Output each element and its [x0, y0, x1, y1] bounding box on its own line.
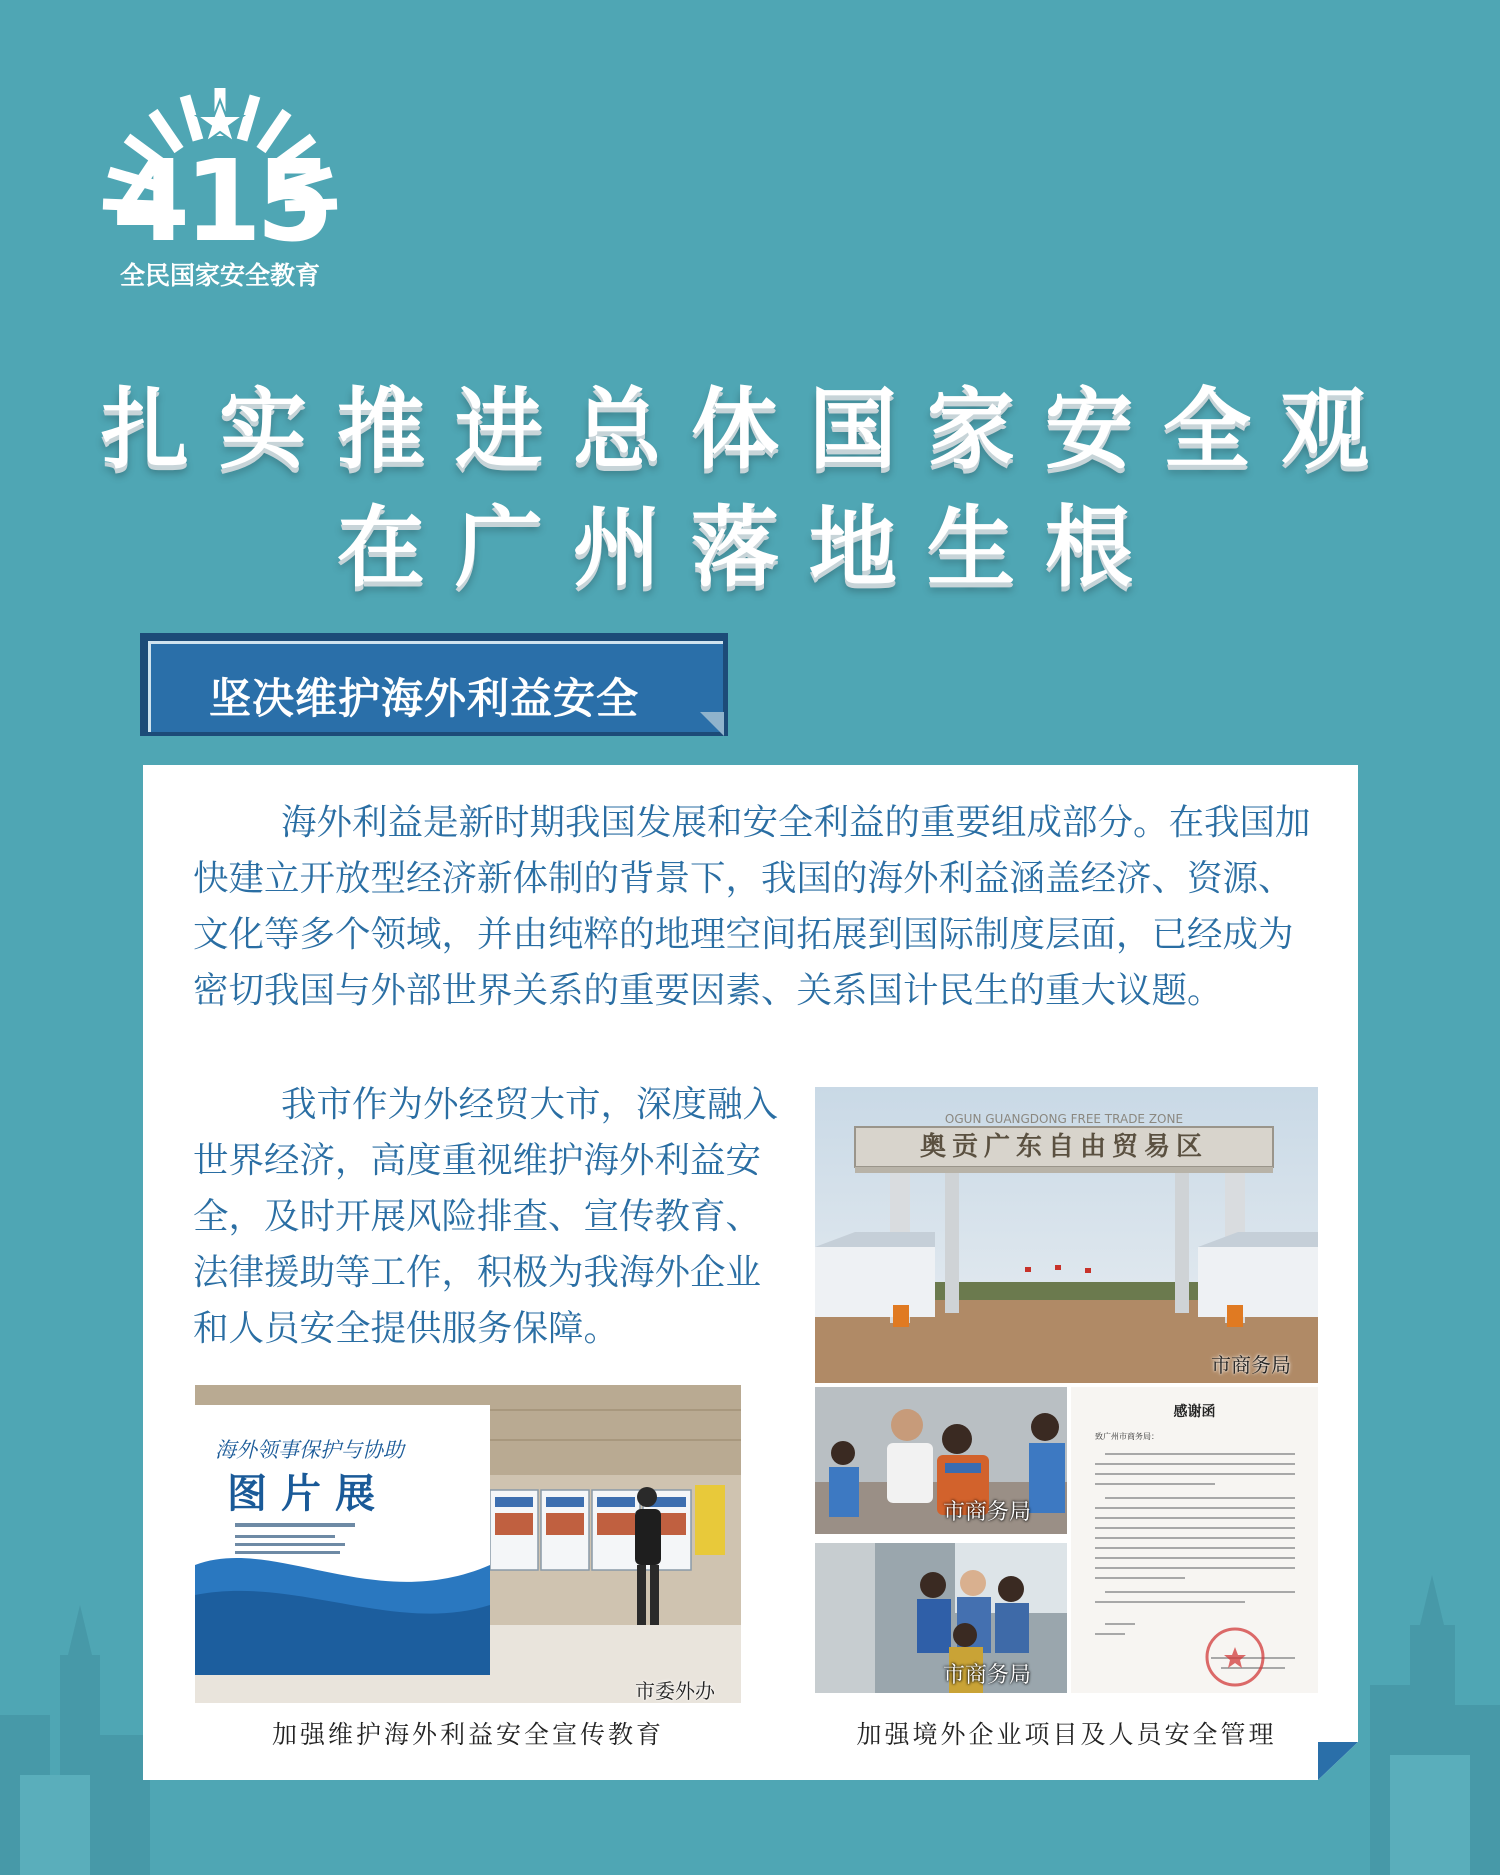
letter-text-line — [1095, 1507, 1295, 1509]
letter-text-line — [1105, 1497, 1295, 1499]
card-corner-fold — [1318, 1742, 1358, 1782]
consular-exhibition-photo — [195, 1385, 741, 1703]
page-title-line2: 在广州落地生根 — [336, 496, 1163, 599]
logo-number: 415 — [112, 137, 328, 267]
gate-photo-credit: 市商务局 — [1211, 1353, 1291, 1377]
section-banner — [140, 633, 730, 738]
banner-corner-fold — [700, 712, 730, 738]
workers-group-photo — [815, 1543, 1067, 1693]
letter-title: 感谢函 — [1173, 1404, 1216, 1420]
letter-text-line — [1105, 1591, 1295, 1593]
content-card — [143, 765, 1358, 1780]
caption-right: 加强境外企业项目及人员安全管理 — [856, 1720, 1277, 1749]
page-title-line1: 扎实推进总体国家安全观 — [100, 378, 1399, 481]
logo-subtitle: 全民国家安全教育 — [119, 261, 320, 290]
section-heading: 坚决维护海外利益安全 — [209, 674, 640, 723]
gate-english-sign: OGUN GUANGDONG FREE TRADE ZONE — [944, 1112, 1184, 1126]
letter-text-line — [1095, 1557, 1295, 1559]
letter-text-line — [1095, 1483, 1215, 1485]
letter-text-line — [1105, 1453, 1295, 1455]
letter-text-line — [1095, 1601, 1245, 1603]
letter-text-line — [1095, 1567, 1295, 1569]
exhibition-board-title: 海外领事保护与协助 — [215, 1438, 404, 1462]
letter-text-line — [1095, 1463, 1295, 1465]
letter-text-line — [1095, 1577, 1185, 1579]
red-seal-stamp — [1203, 1625, 1267, 1689]
letter-text-line — [1105, 1623, 1135, 1625]
medical-check-photo — [815, 1387, 1067, 1534]
exhibition-photo-credit: 市委外办 — [635, 1679, 715, 1703]
body-paragraph-1: 海外利益是新时期我国发展和安全利益的重要组成部分。在我国加快建立开放型经济新体制的背景下，我国的海外利益涵盖经济、资源、文化等多个领域，并由纯粹的地理空间拓展到国际制度层面，已经成为密切我国与外部世界关系的重要因素、关系国计民生的重大议题。 — [193, 802, 1311, 1011]
medical-photo-credit: 市商务局 — [943, 1500, 1032, 1525]
body-paragraph-2: 我市作为外经贸大市，深度融入世界经济，高度重视维护海外利益安全，及时开展风险排查、宣传教育、法律援助等工作，积极为我海外企业和人员安全提供服务保障。 — [193, 1084, 779, 1349]
workers-photo-credit: 市商务局 — [943, 1663, 1032, 1688]
letter-text-line — [1095, 1473, 1295, 1475]
thank-you-letter-image — [1071, 1387, 1318, 1693]
letter-greeting: 致广州市商务局： — [1095, 1432, 1159, 1441]
letter-text-line — [1095, 1537, 1295, 1539]
national-security-education-logo — [95, 78, 355, 290]
letter-text-line — [1095, 1633, 1125, 1635]
letter-text-line — [1095, 1547, 1295, 1549]
caption-left: 加强维护海外利益安全宣传教育 — [271, 1720, 664, 1749]
exhibition-board-subtitle: 图片展 — [227, 1470, 389, 1517]
banner-face — [148, 641, 723, 732]
letter-text-line — [1095, 1527, 1295, 1529]
gate-chinese-sign: 奥贡广东自由贸易区 — [919, 1132, 1209, 1162]
free-trade-zone-gate-photo — [815, 1087, 1318, 1383]
letter-text-line — [1095, 1517, 1295, 1519]
